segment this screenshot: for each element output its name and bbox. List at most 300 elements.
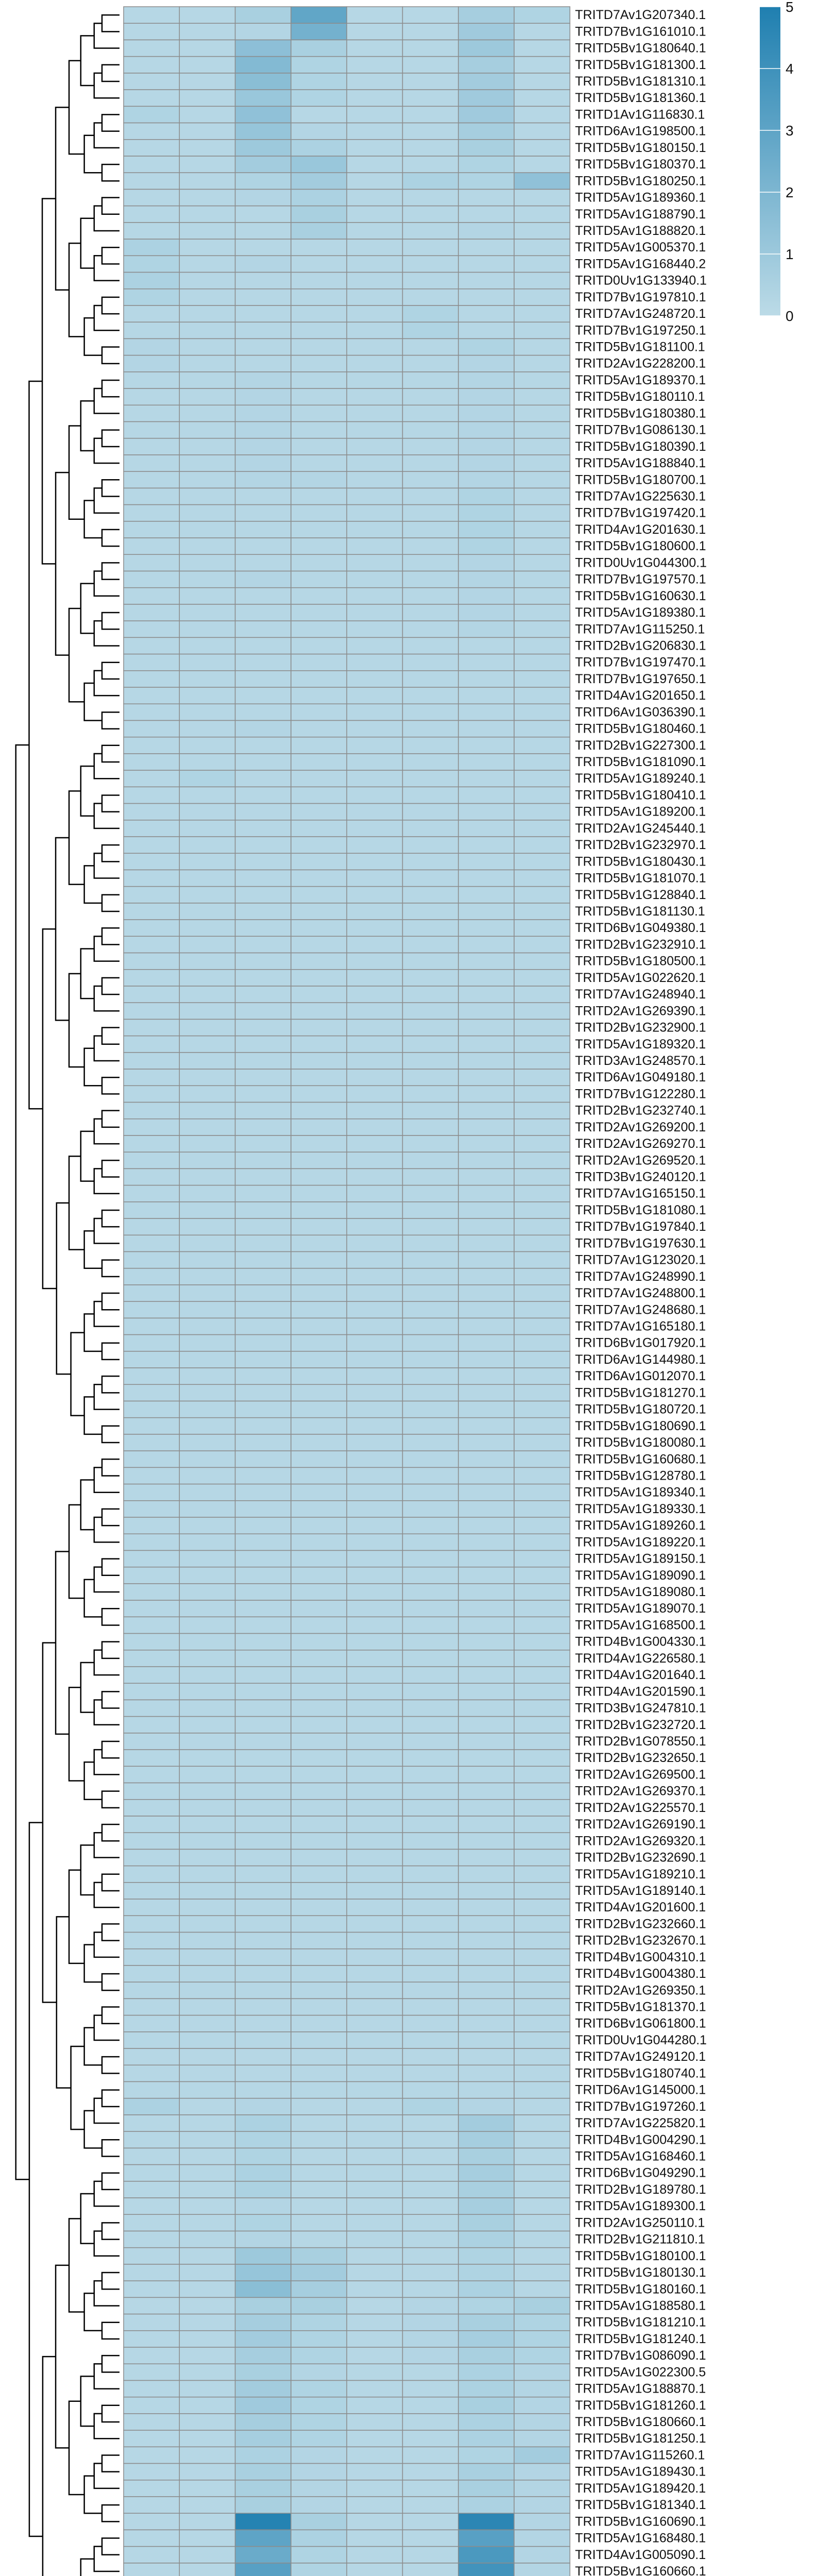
row-label: TRITD0Uv1G133940.1 [575, 273, 707, 288]
heatmap-cell [347, 1933, 402, 1949]
heatmap-cell [458, 1982, 514, 1998]
heatmap-cell [235, 1700, 291, 1716]
heatmap-cell [514, 787, 570, 803]
heatmap-cell [347, 1683, 402, 1700]
heatmap-cell [124, 1534, 179, 1550]
heatmap-cell [458, 2530, 514, 2546]
heatmap-cell [124, 1998, 179, 2015]
heatmap-cell [235, 2198, 291, 2214]
heatmap-cell [403, 970, 458, 986]
heatmap-cell [124, 405, 179, 421]
heatmap-cell [124, 887, 179, 903]
heatmap-cell [179, 2397, 235, 2414]
heatmap-cell [124, 1285, 179, 1301]
heatmap-cell [124, 2297, 179, 2314]
heatmap-cell [179, 521, 235, 538]
heatmap-cell [291, 870, 347, 886]
row-label: TRITD7Bv1G161010.1 [575, 24, 706, 39]
heatmap-cell [514, 2364, 570, 2380]
heatmap-cell [235, 1235, 291, 1251]
dendrogram-branch [69, 1687, 84, 1781]
heatmap-cell [403, 2065, 458, 2081]
heatmap-cell [179, 2015, 235, 2032]
dendrogram-branch [102, 530, 120, 546]
heatmap-cell [235, 206, 291, 223]
heatmap-cell [403, 206, 458, 223]
heatmap-cell [291, 438, 347, 455]
heatmap-cell [235, 1268, 291, 1285]
heatmap-cell [235, 1434, 291, 1451]
heatmap-cell [179, 2547, 235, 2563]
heatmap-cell [124, 853, 179, 870]
heatmap-cell [235, 1019, 291, 1036]
dendrogram-branch [69, 426, 84, 519]
heatmap-cell [124, 239, 179, 256]
heatmap-cell [235, 1849, 291, 1866]
row-label: TRITD6Bv1G049380.1 [575, 921, 706, 936]
row-label: TRITD5Av1G189420.1 [575, 2481, 706, 2496]
heatmap-cell [235, 2281, 291, 2297]
heatmap-cell [514, 1634, 570, 1650]
dendrogram-branch [81, 36, 94, 86]
heatmap-cell [179, 1003, 235, 1019]
heatmap-cell [514, 2480, 570, 2497]
heatmap-cell [458, 471, 514, 488]
heatmap-cell [347, 73, 402, 90]
heatmap-cell [179, 837, 235, 853]
heatmap-cell [124, 471, 179, 488]
dendrogram-branch [102, 1111, 120, 1127]
heatmap-cell [514, 372, 570, 388]
heatmap-cell [179, 239, 235, 256]
heatmap-cell [124, 1700, 179, 1716]
row-label: TRITD2Av1G269390.1 [575, 1004, 706, 1019]
heatmap-cell [291, 920, 347, 936]
dendrogram-branch [102, 563, 120, 579]
dendrogram-branch [94, 1119, 120, 1144]
row-label: TRITD5Bv1G181250.1 [575, 2431, 706, 2446]
heatmap-cell [291, 1667, 347, 1683]
heatmap-cell [179, 1816, 235, 1833]
heatmap-cell [124, 1318, 179, 1334]
heatmap-cell [235, 338, 291, 355]
heatmap-cell [124, 306, 179, 322]
row-label: TRITD5Av1G188870.1 [575, 2381, 706, 2396]
row-label: TRITD2Av1G269200.1 [575, 1120, 706, 1134]
heatmap-cell [179, 2198, 235, 2214]
heatmap-cell [347, 1883, 402, 1899]
heatmap-cell [124, 1368, 179, 1384]
heatmap-cell [347, 970, 402, 986]
heatmap-cell [124, 156, 179, 173]
heatmap-cell [291, 1501, 347, 1517]
heatmap-cell [291, 422, 347, 438]
heatmap-cell [403, 621, 458, 637]
heatmap-cell [458, 273, 514, 289]
heatmap-cell [347, 1650, 402, 1667]
heatmap-cell [458, 1086, 514, 1102]
heatmap-cell [347, 804, 402, 820]
row-label: TRITD4Av1G201650.1 [575, 688, 706, 703]
row-label: TRITD7Bv1G197810.1 [575, 290, 706, 304]
heatmap-cell [235, 1136, 291, 1152]
heatmap-cell [179, 2314, 235, 2331]
heatmap-cell [179, 953, 235, 970]
heatmap-cell [458, 1036, 514, 1053]
heatmap-cell [124, 2430, 179, 2447]
dendrogram-branch [94, 206, 120, 231]
heatmap-cell [403, 256, 458, 272]
dendrogram-branch [102, 1509, 120, 1526]
heatmap-cell [291, 604, 347, 621]
heatmap-cell [458, 1833, 514, 1849]
row-label: TRITD6Av1G049180.1 [575, 1070, 706, 1085]
dendrogram-branch [69, 2401, 84, 2495]
heatmap-cell [458, 322, 514, 338]
heatmap-cell [403, 1550, 458, 1567]
heatmap-cell [124, 23, 179, 40]
heatmap-cell [235, 488, 291, 504]
heatmap-cell [235, 637, 291, 654]
heatmap-cell [291, 2563, 347, 2576]
row-label: TRITD5Av1G168440.2 [575, 257, 706, 272]
row-label: TRITD2Av1G269320.1 [575, 1834, 706, 1849]
heatmap-cell [347, 654, 402, 671]
heatmap-cell [514, 73, 570, 90]
heatmap-cell [179, 1351, 235, 1368]
heatmap-cell [124, 671, 179, 687]
row-label: TRITD5Bv1G181370.1 [575, 1999, 706, 2014]
heatmap-cell [291, 1384, 347, 1401]
heatmap-cell [458, 1750, 514, 1766]
heatmap-cell [179, 654, 235, 671]
heatmap-cell [347, 1103, 402, 1119]
heatmap-cell [347, 2281, 402, 2297]
dendrogram-branch [29, 381, 42, 1109]
heatmap-cell [235, 1550, 291, 1567]
heatmap-cell [347, 1467, 402, 1484]
heatmap-cell [179, 1800, 235, 1816]
heatmap-cell [458, 1998, 514, 2015]
heatmap-cell [179, 870, 235, 886]
heatmap-cell [403, 2297, 458, 2314]
row-label: TRITD5Bv1G180720.1 [575, 1402, 706, 1417]
heatmap-cell [347, 1484, 402, 1501]
heatmap-cell [514, 2264, 570, 2281]
heatmap-cell [291, 372, 347, 388]
row-label: TRITD5Bv1G180150.1 [575, 140, 706, 155]
heatmap-cell [179, 588, 235, 604]
heatmap-cell [403, 2314, 458, 2331]
heatmap-cell [291, 1833, 347, 1849]
heatmap-cell [347, 621, 402, 637]
heatmap-cell [179, 189, 235, 206]
heatmap-cell [403, 720, 458, 737]
heatmap-cell [403, 588, 458, 604]
heatmap-cell [235, 438, 291, 455]
heatmap-cell [458, 2048, 514, 2065]
heatmap-cell [403, 7, 458, 23]
heatmap-cell [403, 2380, 458, 2397]
heatmap-cell [403, 1683, 458, 1700]
dendrogram-branch [94, 621, 120, 646]
heatmap-cell [124, 2264, 179, 2281]
heatmap-cell [458, 787, 514, 803]
heatmap-cell [514, 654, 570, 671]
heatmap-cell [291, 2447, 347, 2463]
heatmap-cell [291, 2264, 347, 2281]
heatmap-cell [124, 870, 179, 886]
row-label: TRITD2Av1G269500.1 [575, 1767, 706, 1782]
dendrogram-branch [84, 1048, 102, 1086]
heatmap-cell [179, 2380, 235, 2397]
heatmap-cell [235, 1584, 291, 1600]
heatmap-cell [458, 588, 514, 604]
dendrogram-branch [102, 2273, 120, 2289]
heatmap-cell [124, 654, 179, 671]
heatmap-cell [514, 986, 570, 1003]
dendrogram-branch [102, 347, 120, 364]
row-label: TRITD5Bv1G180110.1 [575, 389, 705, 404]
heatmap-cell [124, 1650, 179, 1667]
heatmap-cell [291, 2547, 347, 2563]
heatmap-cell [291, 2131, 347, 2148]
heatmap-cell [403, 1800, 458, 1816]
heatmap-cell [124, 754, 179, 770]
heatmap-cell [179, 2281, 235, 2297]
heatmap-cell [514, 936, 570, 953]
heatmap-cell [514, 2430, 570, 2447]
heatmap-cell [347, 2480, 402, 2497]
heatmap-cell [458, 704, 514, 720]
heatmap-cell [514, 1301, 570, 1318]
row-label: TRITD2Av1G225570.1 [575, 1800, 706, 1815]
heatmap-cell [291, 986, 347, 1003]
heatmap-cell [179, 289, 235, 306]
heatmap-cell [458, 521, 514, 538]
heatmap-cell [235, 2165, 291, 2181]
heatmap-cell [514, 2198, 570, 2214]
row-label: TRITD5Bv1G180640.1 [575, 41, 706, 56]
heatmap-cell [179, 2065, 235, 2081]
heatmap-cell [179, 637, 235, 654]
heatmap-cell [347, 1285, 402, 1301]
heatmap-cell [124, 1401, 179, 1417]
row-label: TRITD7Av1G249120.1 [575, 2049, 706, 2064]
heatmap-cell [347, 1003, 402, 1019]
heatmap-cell [124, 621, 179, 637]
dendrogram-branch [102, 745, 120, 762]
heatmap-cell [403, 1783, 458, 1800]
row-label: TRITD2Bv1G232740.1 [575, 1103, 706, 1118]
heatmap-cell [403, 936, 458, 953]
heatmap-cell [347, 1036, 402, 1053]
heatmap-cell [514, 1501, 570, 1517]
heatmap-cell [347, 372, 402, 388]
heatmap-cell [124, 2115, 179, 2131]
heatmap-cell [514, 1667, 570, 1683]
heatmap-cell [291, 621, 347, 637]
dendrogram-branch [94, 1700, 120, 1724]
heatmap-cell [403, 123, 458, 140]
heatmap-cell [347, 704, 402, 720]
heatmap-cell [403, 372, 458, 388]
heatmap-cell [514, 1268, 570, 1285]
heatmap-cell [235, 2264, 291, 2281]
heatmap-cell [235, 2563, 291, 2576]
row-label: TRITD2Bv1G232910.1 [575, 937, 706, 952]
heatmap-cell [403, 239, 458, 256]
heatmap-cell [235, 2397, 291, 2414]
heatmap-cell [403, 505, 458, 521]
heatmap-cell [458, 1301, 514, 1318]
dendrogram-branch [94, 2364, 120, 2388]
heatmap-cell [458, 1484, 514, 1501]
heatmap-cell [347, 106, 402, 123]
heatmap-cell [403, 455, 458, 471]
heatmap-cell [403, 1866, 458, 1883]
row-label: TRITD7Av1G225630.1 [575, 489, 706, 504]
dendrogram-branch [16, 745, 29, 2179]
heatmap-cell [514, 1899, 570, 1916]
heatmap-cell [514, 704, 570, 720]
heatmap-cell [235, 388, 291, 405]
heatmap-cell [235, 1750, 291, 1766]
heatmap-cell [403, 1218, 458, 1235]
heatmap-cell [347, 588, 402, 604]
heatmap-cell [514, 1584, 570, 1600]
dendrogram-branch [81, 948, 94, 998]
dendrogram-branch [102, 2173, 120, 2190]
heatmap-cell [458, 206, 514, 223]
heatmap-cell [179, 671, 235, 687]
heatmap-cell [179, 1268, 235, 1285]
heatmap-cell [514, 1451, 570, 1467]
dendrogram-branch [102, 2090, 120, 2107]
heatmap-cell [514, 1866, 570, 1883]
dendrogram-branch [81, 1131, 94, 1181]
heatmap-cell [458, 1517, 514, 1534]
heatmap-cell [124, 1335, 179, 1351]
heatmap-cell [403, 2198, 458, 2214]
heatmap-cell [291, 1451, 347, 1467]
heatmap-cell [403, 986, 458, 1003]
dendrogram-branch [94, 1650, 120, 1675]
heatmap-cell [403, 2347, 458, 2364]
row-label: TRITD5Bv1G180380.1 [575, 406, 706, 421]
heatmap-cell [514, 1849, 570, 1866]
heatmap-cell [179, 1550, 235, 1567]
heatmap-cell [403, 554, 458, 571]
dendrogram-branch [94, 388, 120, 413]
heatmap-cell [514, 1069, 570, 1086]
heatmap-cell [347, 57, 402, 73]
heatmap-cell [514, 2447, 570, 2463]
dendrogram-branch [94, 1301, 120, 1326]
heatmap-cell [291, 223, 347, 239]
heatmap-cell [179, 1700, 235, 1716]
dendrogram-branch [94, 1567, 120, 1592]
heatmap-cell [179, 2331, 235, 2347]
heatmap-cell [124, 770, 179, 787]
heatmap-cell [235, 40, 291, 56]
heatmap-cell [514, 1700, 570, 1716]
heatmap-cell [403, 273, 458, 289]
heatmap-cell [291, 488, 347, 504]
heatmap-cell [235, 1003, 291, 1019]
heatmap-cell [347, 1086, 402, 1102]
heatmap-cell [291, 1866, 347, 1883]
heatmap-cell [124, 372, 179, 388]
heatmap-cell [458, 1783, 514, 1800]
row-label: TRITD5Bv1G181360.1 [575, 91, 706, 106]
heatmap-cell [347, 2098, 402, 2115]
row-label: TRITD5Bv1G180600.1 [575, 539, 706, 554]
heatmap-cell [124, 1517, 179, 1534]
heatmap-cell [403, 770, 458, 787]
heatmap-cell [124, 2032, 179, 2048]
dendrogram-branch [102, 114, 120, 131]
heatmap-cell [347, 637, 402, 654]
row-label: TRITD5Bv1G181210.1 [575, 2315, 706, 2330]
heatmap-cell [179, 1235, 235, 1251]
heatmap-cell [458, 538, 514, 554]
heatmap-cell [291, 1584, 347, 1600]
row-label: TRITD5Bv1G180410.1 [575, 788, 706, 803]
heatmap-cell [235, 1916, 291, 1932]
heatmap-cell [403, 637, 458, 654]
heatmap-cell [347, 1733, 402, 1750]
row-label: TRITD4Av1G201640.1 [575, 1668, 706, 1683]
heatmap-cell [403, 1335, 458, 1351]
heatmap-cell [347, 1517, 402, 1534]
heatmap-cell [458, 156, 514, 173]
heatmap-cell [514, 2181, 570, 2198]
heatmap-cell [403, 1883, 458, 1899]
heatmap-cell [179, 57, 235, 73]
heatmap-cell [514, 1418, 570, 1434]
heatmap-cell [124, 1384, 179, 1401]
heatmap-cell [458, 621, 514, 637]
heatmap-cell [403, 106, 458, 123]
heatmap-cell [179, 2464, 235, 2480]
heatmap-cell [179, 1053, 235, 1069]
dendrogram-branch [102, 1459, 120, 1476]
heatmap-cell [347, 2347, 402, 2364]
heatmap-cell [179, 1401, 235, 1417]
heatmap-cell [179, 687, 235, 704]
heatmap-cell [514, 2131, 570, 2148]
row-label: TRITD5Bv1G181090.1 [575, 755, 706, 770]
heatmap-cell [124, 1816, 179, 1833]
heatmap-cell [514, 2530, 570, 2546]
row-label: TRITD5Av1G005370.1 [575, 240, 706, 255]
heatmap-cell [179, 1202, 235, 1218]
heatmap-cell [291, 1335, 347, 1351]
heatmap-cell [458, 2248, 514, 2264]
heatmap-cell [403, 1434, 458, 1451]
heatmap-cell [124, 820, 179, 837]
dendrogram-branch [84, 683, 102, 720]
heatmap-cell [235, 754, 291, 770]
heatmap-cell [179, 737, 235, 754]
heatmap-cell [235, 1733, 291, 1750]
heatmap-cell [347, 1318, 402, 1334]
heatmap-cell [347, 338, 402, 355]
heatmap-cell [179, 1534, 235, 1550]
heatmap-cell [179, 1318, 235, 1334]
heatmap-cell [514, 920, 570, 936]
